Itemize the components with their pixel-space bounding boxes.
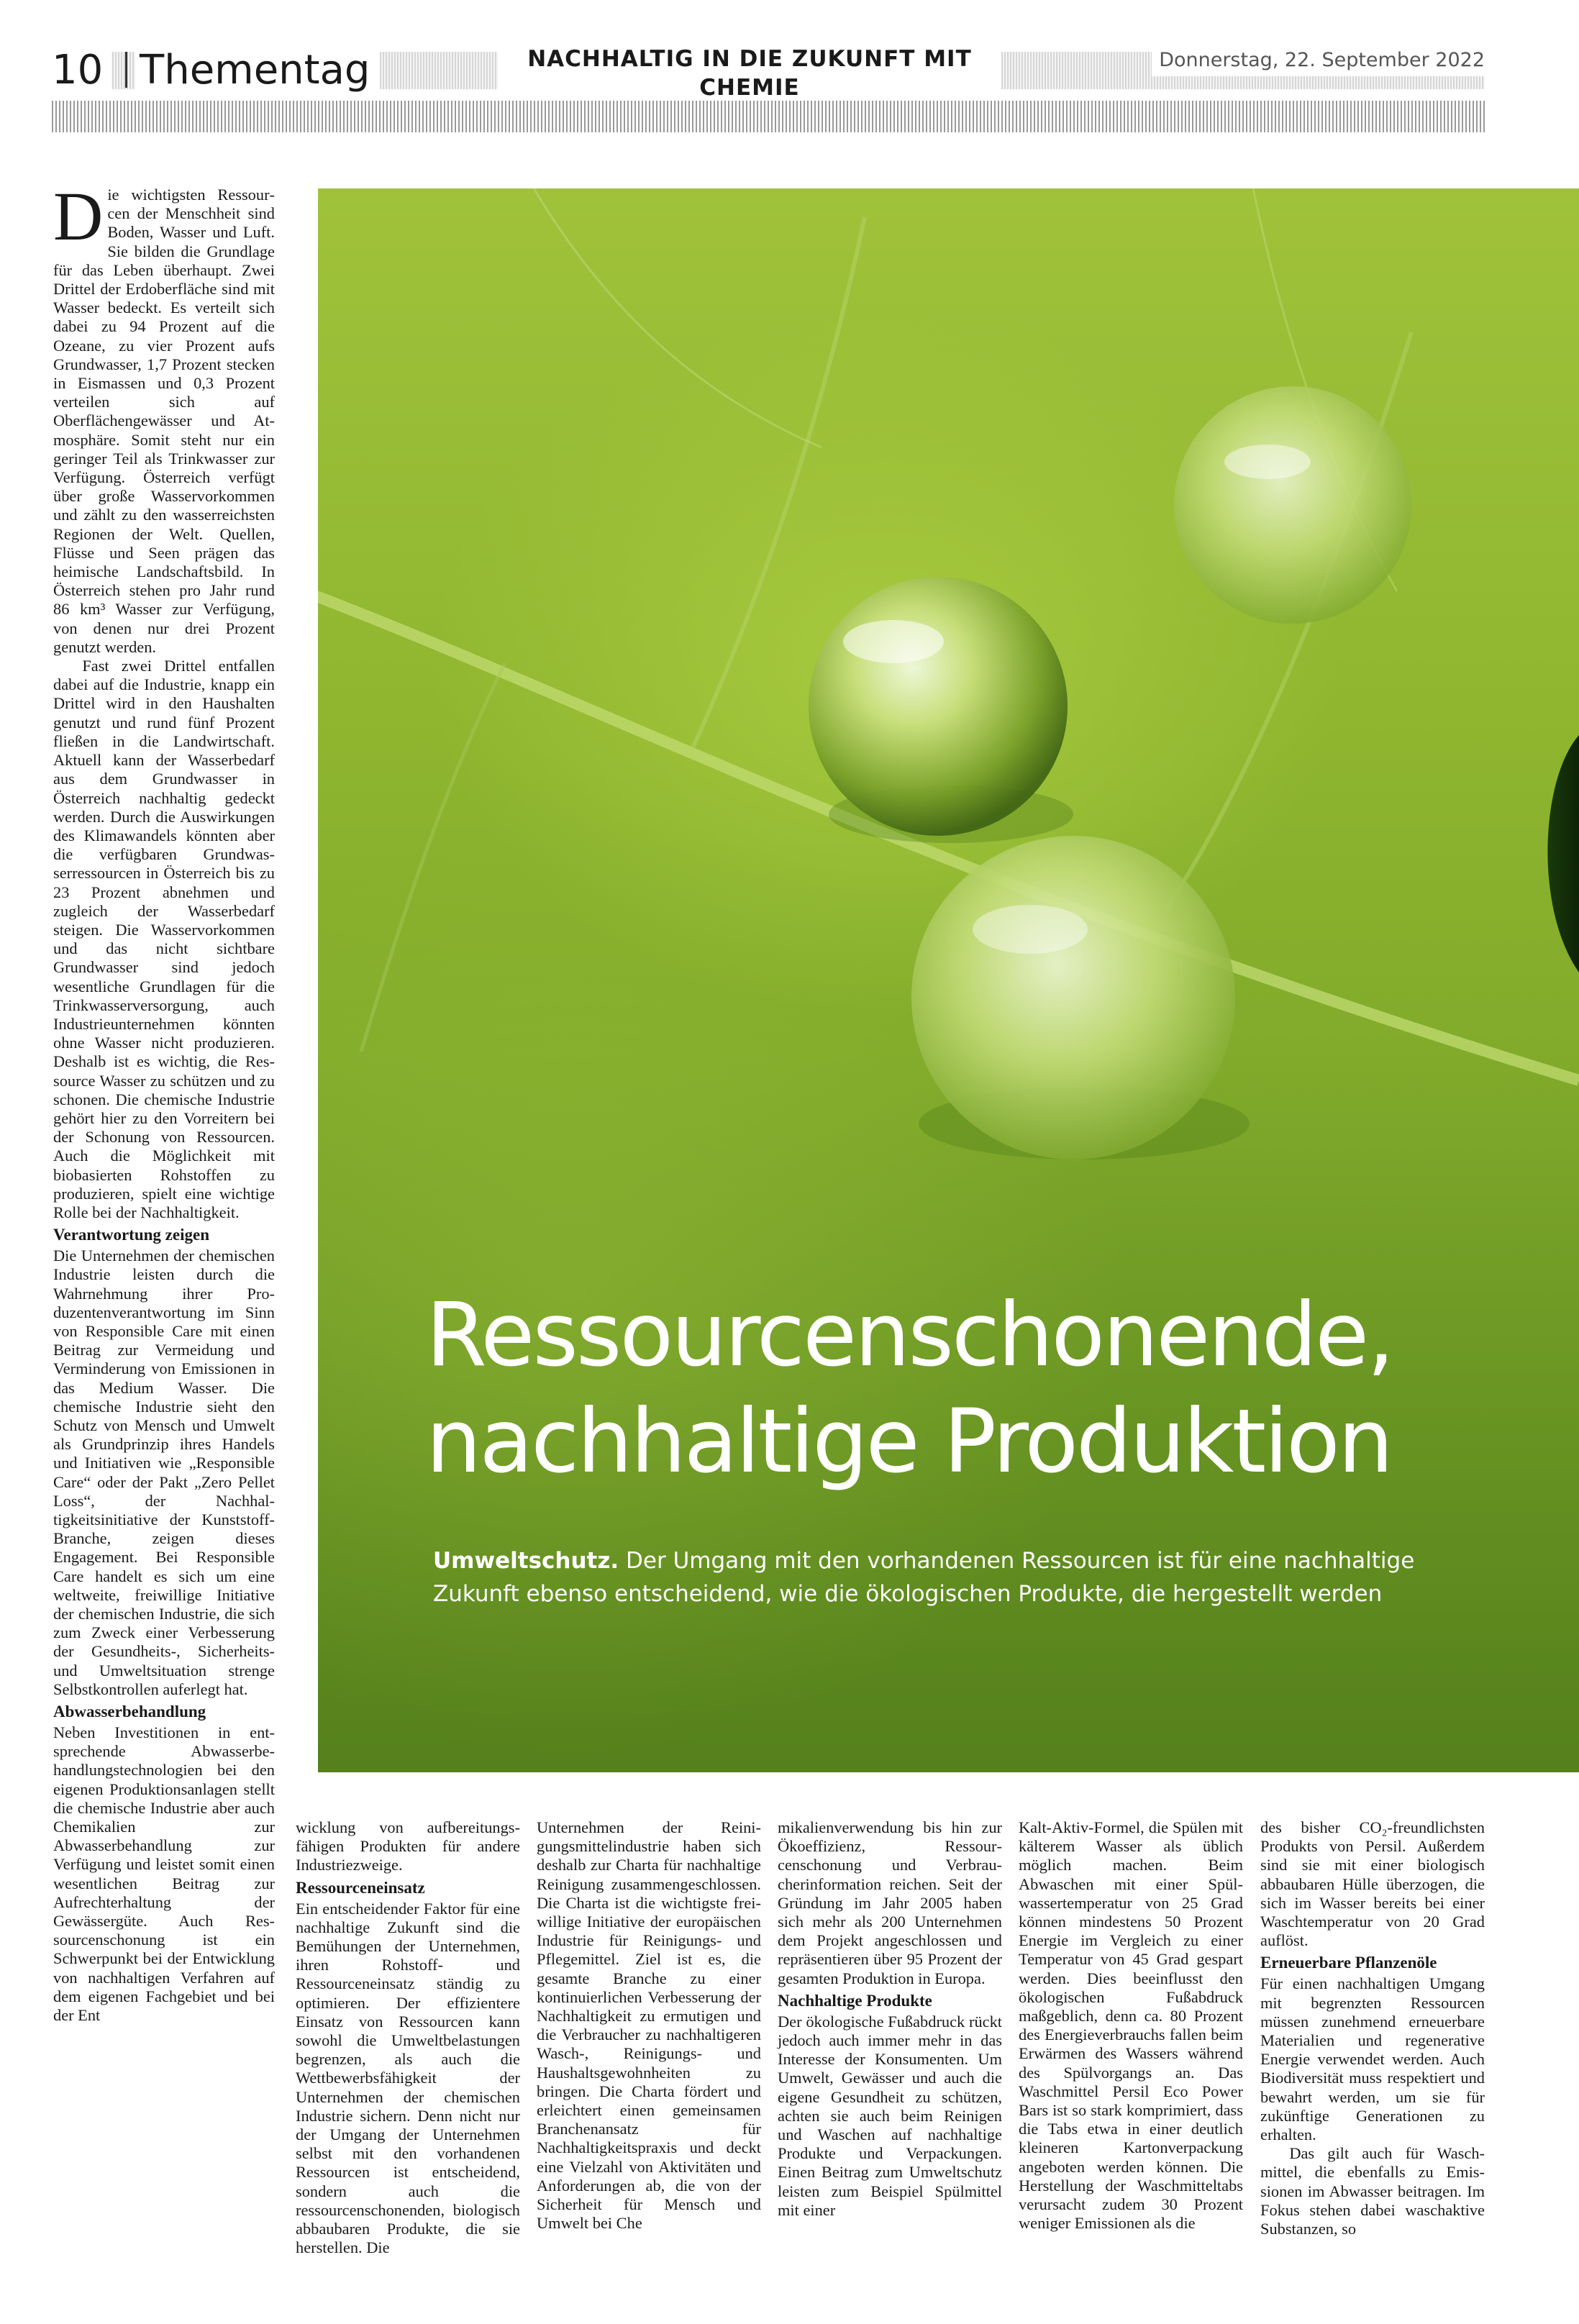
droplet-highlight-3 xyxy=(973,905,1088,954)
lead-text: Der Umgang mit den vorhandenen Ressourcen ist für eine nachhaltige Zukunft ebenso entscheidend, wie die ökologischen Produkte, die hergestellt werden xyxy=(433,1548,1415,1607)
body-paragraph: Fast zwei Drittel entfallen dabei auf die Industrie, knapp ein Drittel wird in den Haushalten genutzt und rund fünf Prozent fließen in die Landwirtschaft. Aktuell kann der Wasserbedarf aus dem Grundwasser in Österreich nachhaltig gedeckt werden. Durch die Auswirkungen des Klimawandels könnten aber die verfügbaren Grundwasserressourcen in Österreich bis zu 23 Prozent abnehmen und zugleich der Wasserbedarf steigen. Die Wasservorkommen und das nicht sichtbare Grundwasser sind jedoch wesentliche Grundlagen für die Trinkwasserversorgung, auch Industrieunternehmen könnten ohne Wasser nicht produzieren. Deshalb ist es wichtig, die Ressource Wasser zu schützen und zu schonen. Die chemische Industrie gehört hier zu den Vorreitern bei der Schonung von Ressourcen. Auch die Möglichkeit mit biobasierten Rohstoffen zu produzieren, spielt eine wichtige Rolle bei der Nachhaltigkeit. xyxy=(53,657,275,1221)
issue-date: Donnerstag, 22. September 2022 xyxy=(1152,45,1485,76)
body-paragraph: Unternehmen der Reinigungsmittelindustrie haben sich deshalb zur Charta für nachhaltige Reinigung zusammengeschlossen. Die Charta ist die wichtigste freiwillige Initiative der europäischen Industrie für Reinigungs- und Pflegemittel. Ziel ist es, die gesamte Branche zu einer kontinuierlichen Verbesserung der Nachhaltigkeit zu ermutigen und die Verbraucher zu nachhaltigeren Wasch-, Reinigungs- und Haushaltsgewohnheiten zu bringen. Die Charta fördert und erleichtert einen gemeinsamen Branchenansatz für Nachhaltigkeitspraxis und deckt eine Vielzahl von Aktivitäten und Anforderungen ab, die von der Sicherheit für Mensch und Umwelt bei Che xyxy=(537,1818,761,2233)
supplement-title: NACHHALTIG IN DIE ZUKUNFT MIT CHEMIE xyxy=(527,46,972,101)
body-paragraph: Das gilt auch für Waschmittel, die ebenfalls zu Emissionen im Abwasser beitragen. Im Fokus stehen dabei waschaktive Substanzen, so xyxy=(1260,2144,1485,2238)
body-paragraph: Der ökologische Fußabdruck rückt jedoch auch immer mehr in das Interesse der Konsumenten. Um Umwelt, Gewässer und auch die eigene Gesundheit zu schützen, achten sie auch beim Reinigen und Waschen auf nachhaltige Produkte und Verpackungen. Einen Beitrag zum Umweltschutz leisten zum Beispiel Spülmittel mit einer xyxy=(778,2012,1002,2219)
headline-line-1: Ressourcenschonende, xyxy=(426,1284,1393,1386)
article-column-1 xyxy=(53,178,275,2025)
headline xyxy=(426,1282,1505,1495)
article-column-4 xyxy=(778,1818,1002,2220)
header-separator xyxy=(125,52,127,88)
section-name: Thementag xyxy=(135,45,380,96)
body-paragraph xyxy=(53,178,275,657)
subheading: Nachhaltige Produkte xyxy=(778,1991,932,2010)
body-paragraph: wicklung von aufbereitungsfähigen Produkten für andere Industriezweige. xyxy=(296,1818,520,1874)
droplet-large xyxy=(809,577,1068,836)
article-column-5 xyxy=(1019,1818,1243,2233)
subheading: Abwasserbehandlung xyxy=(53,1703,206,1721)
body-paragraph: des bisher CO₂-freundlichsten Produkts von Persil. Außerdem sind sie mit einer biologisch abbaubaren Hülle überzogen, die sich im Wasser bereits bei einer Waschtemperatur von 20 Grad auflöst. xyxy=(1260,1818,1485,1950)
hero-image-leaf-droplets xyxy=(318,188,1579,1772)
body-paragraph: mikalienverwendung bis hin zur Ökoeffizienz, Ressourcenschonung und Verbraucherinformation reichen. Seit der Gründung im Jahr 2005 haben sich mehr als 200 Unternehmen dem Projekt angeschlossen und repräsentieren über 95 Prozent der gesamten Produktion in Europa. xyxy=(778,1818,1002,1987)
droplet-highlight-2 xyxy=(1224,445,1311,479)
leaf-illustration xyxy=(318,188,1579,1772)
header-rule xyxy=(52,101,1485,132)
droplet-dark-edge xyxy=(1547,735,1579,972)
page-header xyxy=(52,45,1485,101)
paragraph-text: ie wichtigsten Ressourcen der Menschheit sind Boden, Wasser und Luft. Sie bilden die Grundlage für das Leben überhaupt. Zwei Drittel der Erdoberfläche sind mit Wasser bedeckt. Es verteilt sich dabei zu 94 Prozent auf die Ozeane, zu vier Prozent aufs Grundwasser, 1,7 Prozent stecken in Eismassen und 0,3 Prozent verteilen sich auf Oberflächengewässer und Atmosphäre. Somit steht nur ein geringer Teil als Trinkwasser zur Verfügung. Österreich verfügt über große Wasservorkommen und zählt zu den wasserreichsten Regionen der Welt. Quellen, Flüsse und Seen prägen das heimische Landschaftsbild. In Österreich stehen pro Jahr rund 86 km³ Wasser zur Verfügung, von denen nur drei Prozent genutzt werden. xyxy=(53,186,275,656)
body-paragraph: Neben Investitionen in entsprechende Abwasserbehandlungstechnologien bei den eigenen Produktionsanlagen stellt die chemische Industrie aber auch Chemikalien zur Abwasserbehandlung zur Verfügung und leistet somit einen wesentlichen Beitrag zur Aufrechterhaltung der Gewässergüte. Auch Ressourcenschonung ist ein Schwerpunkt bei der Entwicklung von nachhaltigen Verfahren auf dem eigenen Fachgebiet und bei der Ent xyxy=(53,1723,275,2025)
article-column-6 xyxy=(1260,1818,1485,2238)
article-column-2 xyxy=(296,1818,520,2257)
subheading: Verantwortung zeigen xyxy=(53,1226,209,1244)
leaf-vein-4 xyxy=(534,188,822,447)
leaf-vein-3 xyxy=(361,663,505,1052)
body-paragraph: Kalt-Aktiv-Formel, die Spülen mit kälterem Wasser als üblich möglich machen. Beim Abwaschen mit einer Spülwassertemperatur von 25 Grad können mindestens 50 Prozent Energie im Vergleich zu einer Temperatur von 45 Grad gespart werden. Dies beeinflusst den ökologischen Fußabdruck maßgeblich, denn ca. 80 Prozent des Energieverbrauchs fallen beim Erwärmen des Wassers während des Spülvorgangs an. Das Waschmittel Persil Eco Power Bars ist so stark komprimiert, dass die Tabs etwa in einer deutlich kleineren Kartonverpackung angeboten werden können. Die Herstellung der Waschmitteltabs verursacht zudem 30 Prozent weniger Emissionen als die xyxy=(1019,1818,1243,2233)
subheading: Ressourceneinsatz xyxy=(296,1878,425,1897)
article-column-3 xyxy=(537,1818,761,2233)
body-paragraph: Ein entscheidender Faktor für eine nachhaltige Zukunft sind die Bemühungen der Unternehmen, ihren Rohstoff- und Ressourceneinsatz ständig zu optimieren. Der effizientere Einsatz von Ressourcen kann sowohl die Umweltbelastungen begrenzen, als auch die Wettbewerbsfähigkeit der Unternehmen der chemischen Industrie sichern. Denn nicht nur der Umgang der Unternehmen selbst mit den vorhandenen Ressourcen ist entscheidend, sondern auch die ressourcenschonenden, biologisch abbaubaren Produkte, die sie herstellen. Die xyxy=(296,1899,520,2257)
body-paragraph: Für einen nachhaltigen Umgang mit begrenzten Ressourcen müssen zunehmend erneuerbare Materialien und regenerative Energie verwendet werden. Auch Biodiversität muss respektiert und bewahrt werden, um sie für zukünftige Generationen zu erhalten. xyxy=(1260,1974,1485,2144)
page-number: 10 xyxy=(52,45,112,96)
lead-kicker: Umweltschutz. xyxy=(433,1548,619,1574)
droplet-highlight-1 xyxy=(843,620,944,663)
droplet-far-right xyxy=(1174,386,1411,624)
body-paragraph: Die Unternehmen der chemischen Industrie leisten durch die Wahrnehmung ihrer Produzentenverantwortung im Sinn von Responsible Care mit einen Beitrag zur Vermeidung und Verminderung von Emissionen in das Medium Wasser. Die chemische Industrie sieht den Schutz von Mensch und Umwelt als Grundprinzip ihres Handels und Initiativen wie „Responsible Care“ oder der Pakt „Zero Pellet Loss“, der Nachhaltigkeitsinitiative der Kunststoff-Branche, zeigen dieses Engagement. Bei Responsible Care handelt es sich um eine weltweite, freiwillige Initiative der chemischen Industrie, die sich zum Zweck einer Verbesserung der Gesundheits-, Sicherheits- und Umweltsituation strenge Selbstkontrollen auferlegt hat. xyxy=(53,1247,275,1698)
headline-line-2: nachhaltige Produktion xyxy=(426,1390,1392,1493)
subheading: Erneuerbare Pflanzenöle xyxy=(1260,1954,1437,1972)
drop-cap: D xyxy=(53,178,104,255)
lead-paragraph xyxy=(433,1544,1498,1610)
